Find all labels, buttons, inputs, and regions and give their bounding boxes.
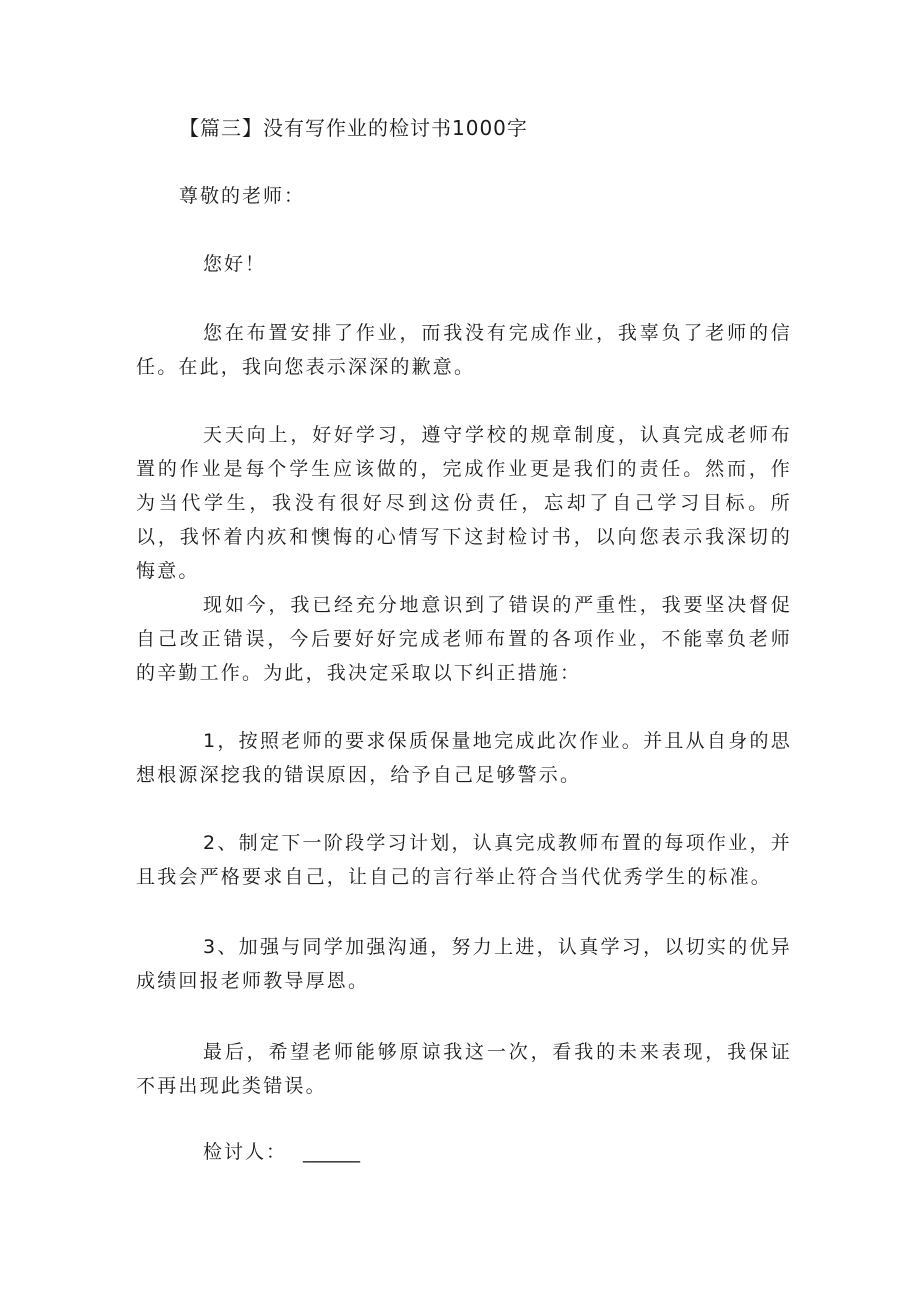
paragraph-closing: 最后，希望老师能够原谅我这一次，看我的未来表现，我保证不再出现此类错误。 <box>136 1041 792 1097</box>
measure-item-1: 1，按照老师的要求保质保量地完成此次作业。并且从自身的思想根源深挖我的错误原因，给予自己足够警示。 <box>136 730 792 786</box>
measure-item-2: 2、制定下一阶段学习计划，认真完成教师布置的每项作业，并且我会严格要求自己，让自己的言行举止符合当代优秀学生的标准。 <box>136 832 792 888</box>
paragraph-responsibility: 天天向上，好好学习，遵守学校的规章制度，认真完成老师布置的作业是每个学生应该做的，完成作业更是我们的责任。然而，作为当代学生，我没有很好尽到这份责任，忘却了自己学习目标。所以，我怀着内疚和懊悔的心情写下这封检讨书，以向您表示我深切的悔意。 <box>136 424 792 582</box>
signer-line <box>203 1138 360 1166</box>
document-title: 【篇三】没有写作业的检讨书1000字 <box>179 116 528 140</box>
signer-label: 检讨人： <box>203 1141 288 1163</box>
measure-item-3: 3、加强与同学加强沟通，努力上进，认真学习，以切实的优异成绩回报老师教导厚恩。 <box>136 936 792 992</box>
paragraph-apology: 您在布置安排了作业，而我没有完成作业，我辜负了老师的信任。在此，我向您表示深深的歉意。 <box>136 322 792 378</box>
salutation: 尊敬的老师： <box>179 185 306 207</box>
greeting: 您好！ <box>203 253 267 275</box>
paragraph-realization: 现如今，我已经充分地意识到了错误的严重性，我要坚决督促自己改正错误，今后要好好完成老师布置的各项作业，不能辜负老师的辛勤工作。为此，我决定采取以下纠正措施： <box>136 594 792 684</box>
signer-blank: ______ <box>303 1141 361 1163</box>
